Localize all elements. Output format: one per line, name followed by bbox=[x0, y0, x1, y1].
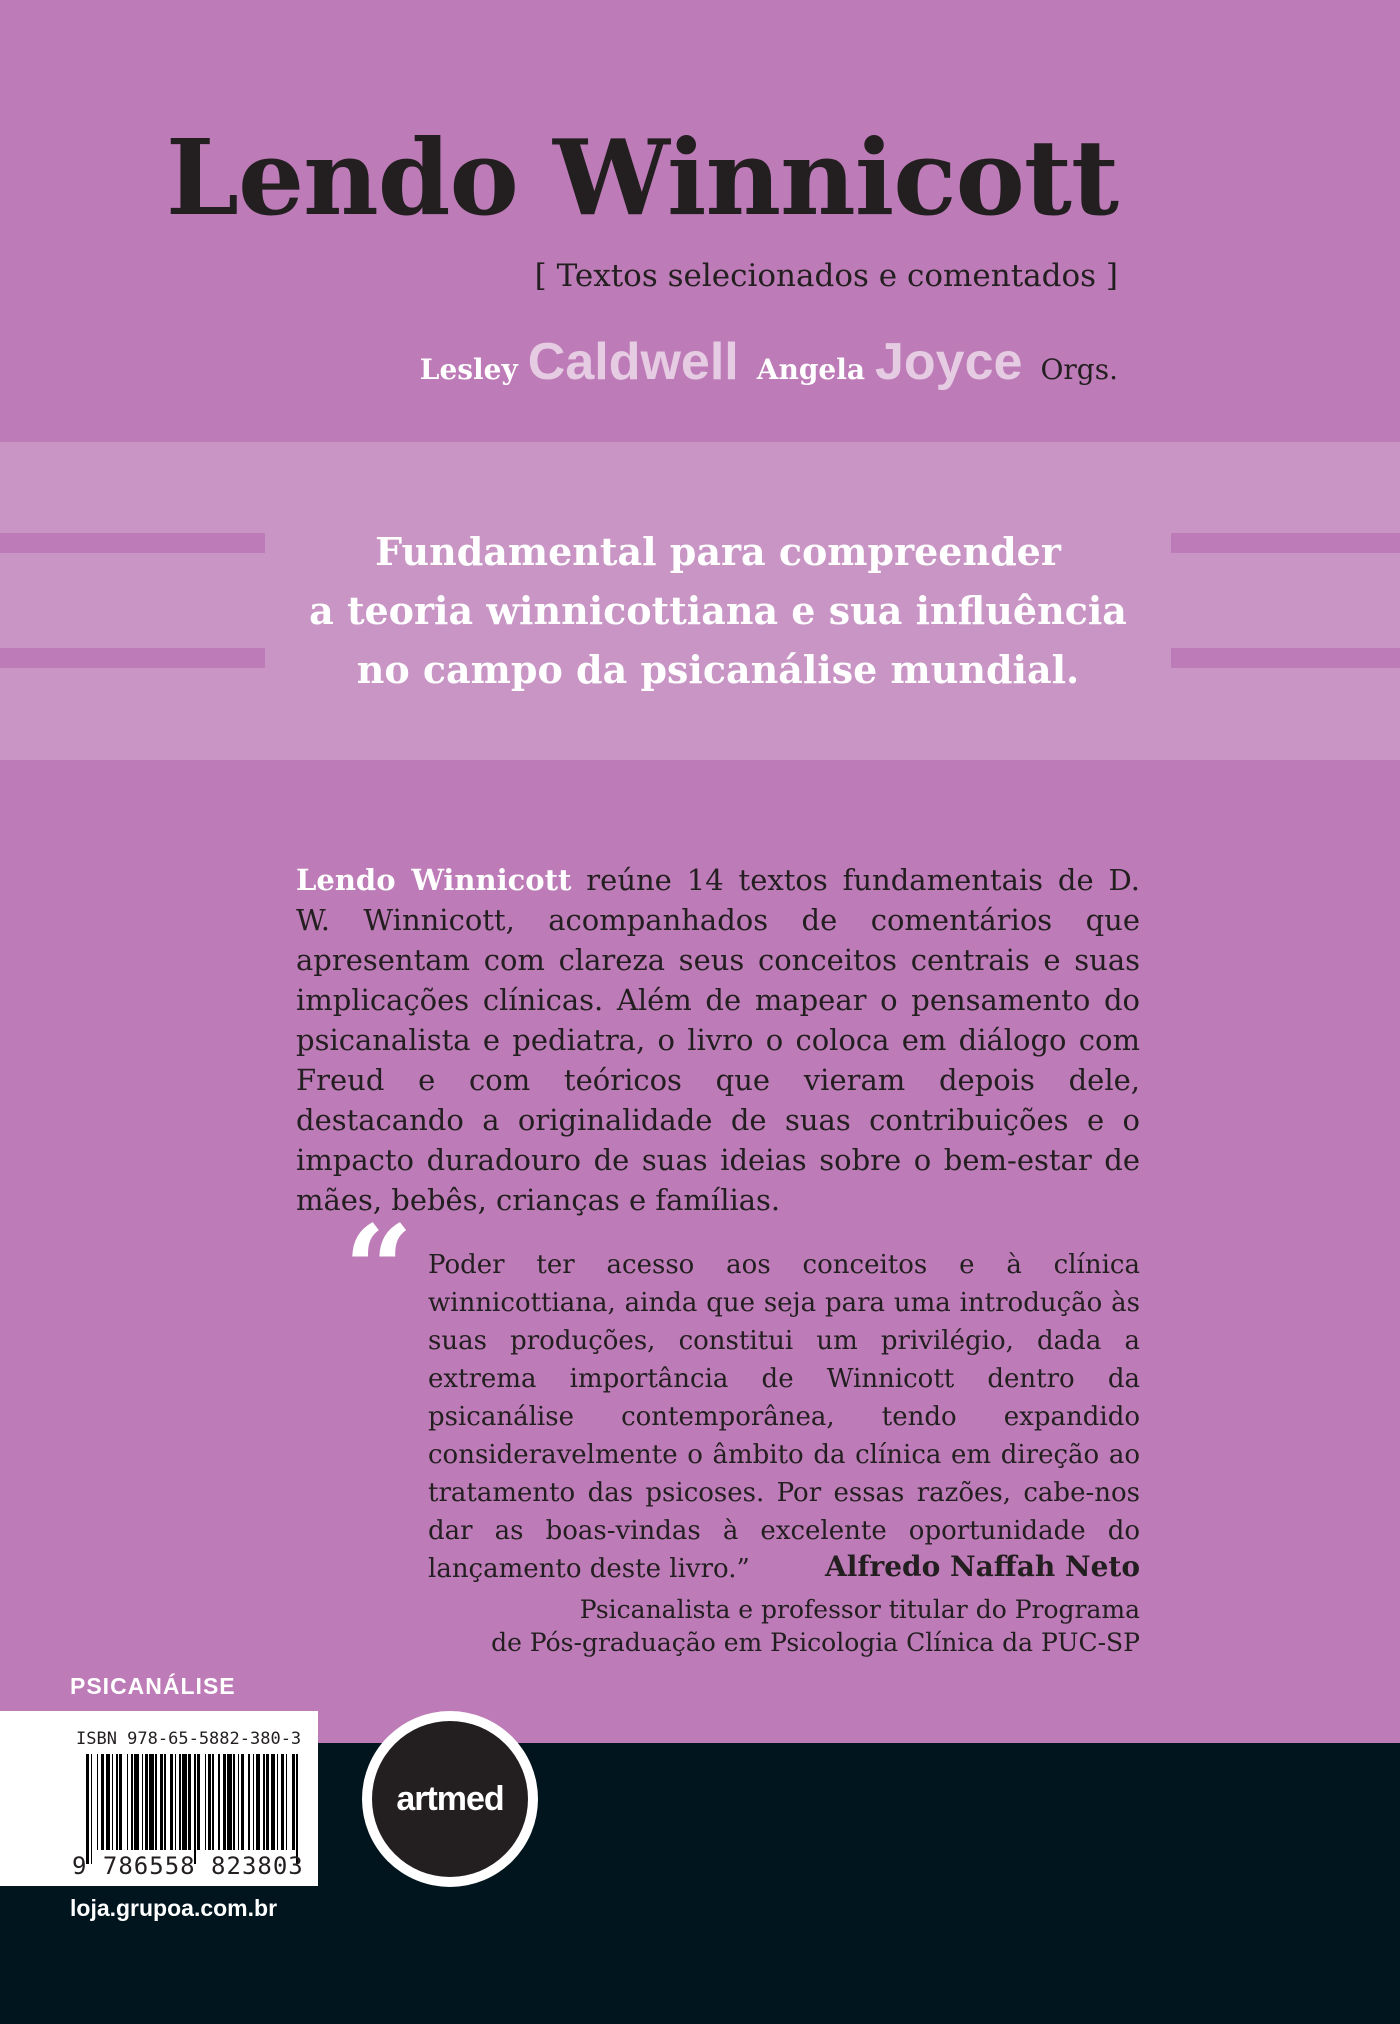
barcode-bar bbox=[223, 1754, 226, 1850]
barcode-bar bbox=[86, 1754, 89, 1864]
description-text: reúne 14 textos fundamentais de D. W. Winnicott, acompanhados de comentários que apresentam com clareza seus conceitos centrais e suas implicações clínicas. Além de mapear o pensamento do psicanalista e pediatra, o livro o coloca em diálogo com Freud e com teóricos que vieram depois dele, destacando a originalidade de suas contribuições e o impacto duradouro de suas ideias sobre o bem-estar de mães, bebês, crianças e famílias. bbox=[296, 863, 1140, 1217]
barcode-bar bbox=[286, 1754, 288, 1850]
barcode-bar bbox=[212, 1754, 214, 1850]
barcode-bar bbox=[205, 1754, 207, 1850]
role-line: de Pós-graduação em Psicologia Clínica da PUC-SP bbox=[491, 1628, 1140, 1657]
barcode-bar bbox=[112, 1754, 114, 1850]
barcode-bar bbox=[175, 1754, 177, 1850]
barcode-bar bbox=[131, 1754, 133, 1850]
publisher-logo bbox=[362, 1711, 538, 1887]
description-lead: Lendo Winnicott bbox=[296, 863, 572, 897]
barcode-bar bbox=[97, 1754, 99, 1850]
barcode-bar bbox=[106, 1754, 111, 1850]
barcode-bar bbox=[170, 1754, 173, 1850]
barcode-bar bbox=[233, 1754, 235, 1850]
tagline bbox=[265, 522, 1171, 699]
barcode-bar bbox=[134, 1754, 139, 1850]
store-url: loja.grupoa.com.br bbox=[70, 1895, 278, 1921]
barcode-bar bbox=[248, 1754, 250, 1850]
barcode-bar bbox=[253, 1754, 255, 1850]
orgs-label: Orgs. bbox=[1040, 353, 1118, 386]
authors-line bbox=[420, 332, 1118, 392]
decorative-stripe bbox=[0, 648, 265, 668]
book-title: Lendo Winnicott bbox=[165, 116, 1118, 239]
author-2-last-name: Joyce bbox=[875, 333, 1023, 391]
barcode-bar bbox=[119, 1754, 122, 1850]
decorative-stripe bbox=[0, 533, 265, 553]
tagline-line: no campo da psicanálise mundial. bbox=[356, 647, 1080, 692]
barcode-bar bbox=[218, 1754, 220, 1850]
barcode-bar bbox=[227, 1754, 232, 1850]
barcode-bar bbox=[182, 1754, 187, 1850]
barcode-bar bbox=[194, 1754, 196, 1864]
quote-mark-icon: “ bbox=[344, 1199, 414, 1340]
decorative-stripe bbox=[1171, 648, 1400, 668]
author-1-last-name: Caldwell bbox=[527, 333, 739, 391]
publisher-logo-text: artmed bbox=[372, 1721, 528, 1877]
barcode-bar bbox=[208, 1754, 211, 1850]
barcode-icon bbox=[86, 1754, 300, 1850]
barcode-bar bbox=[116, 1754, 118, 1850]
barcode-bar bbox=[263, 1754, 265, 1850]
barcode-bar bbox=[292, 1754, 295, 1850]
book-description bbox=[296, 860, 1140, 1220]
barcode-bar bbox=[281, 1754, 284, 1850]
barcode-bar bbox=[238, 1754, 240, 1850]
barcode-bar bbox=[256, 1754, 261, 1850]
barcode-bar bbox=[91, 1754, 93, 1864]
barcode-bar bbox=[160, 1754, 163, 1850]
book-subtitle: [ Textos selecionados e comentados ] bbox=[534, 258, 1118, 294]
testimonial-author: Alfredo Naffah Neto bbox=[825, 1550, 1140, 1583]
barcode-bar bbox=[266, 1754, 269, 1850]
barcode-bar bbox=[149, 1754, 154, 1850]
testimonial-author-role bbox=[491, 1593, 1140, 1659]
isbn-number: ISBN 978-65-5882-380-3 bbox=[76, 1729, 302, 1749]
barcode-bar bbox=[164, 1754, 166, 1850]
barcode-bar bbox=[155, 1754, 157, 1850]
barcode-bar bbox=[296, 1754, 298, 1864]
barcode-bar bbox=[271, 1754, 276, 1850]
category-label: PSICANÁLISE bbox=[70, 1673, 236, 1699]
barcode-bar bbox=[197, 1754, 200, 1850]
testimonial-text: Poder ter acesso aos conceitos e à clínica winnicottiana, ainda que seja para uma introdução às suas produções, constitui um privilégio, dada a extrema importância de Winnicott dentro da psicanálise contemporânea, tendo expandido consideravelmente o âmbito da clínica em direção ao tratamento das psicoses. Por essas razões, cabe-nos dar as boas-vindas à excelente oportunidade do lançamento deste livro.” bbox=[428, 1250, 1140, 1584]
barcode-bar bbox=[127, 1754, 129, 1850]
barcode-bar bbox=[145, 1754, 148, 1850]
author-2-first-name: Angela bbox=[756, 353, 865, 386]
barcode-bar bbox=[277, 1754, 279, 1850]
barcode-bar bbox=[188, 1754, 191, 1850]
barcode-bar bbox=[101, 1754, 104, 1850]
tagline-line: a teoria winnicottiana e sua influência bbox=[309, 588, 1127, 633]
barcode-bar bbox=[241, 1754, 244, 1850]
barcode-digits: 9 786558 823803 bbox=[72, 1852, 304, 1880]
decorative-stripe bbox=[1171, 533, 1400, 553]
barcode-bar bbox=[179, 1754, 181, 1850]
role-line: Psicanalista e professor titular do Programa bbox=[579, 1595, 1140, 1624]
tagline-line: Fundamental para compreender bbox=[375, 529, 1061, 574]
author-1-first-name: Lesley bbox=[419, 353, 518, 386]
barcode-bar bbox=[142, 1754, 144, 1850]
